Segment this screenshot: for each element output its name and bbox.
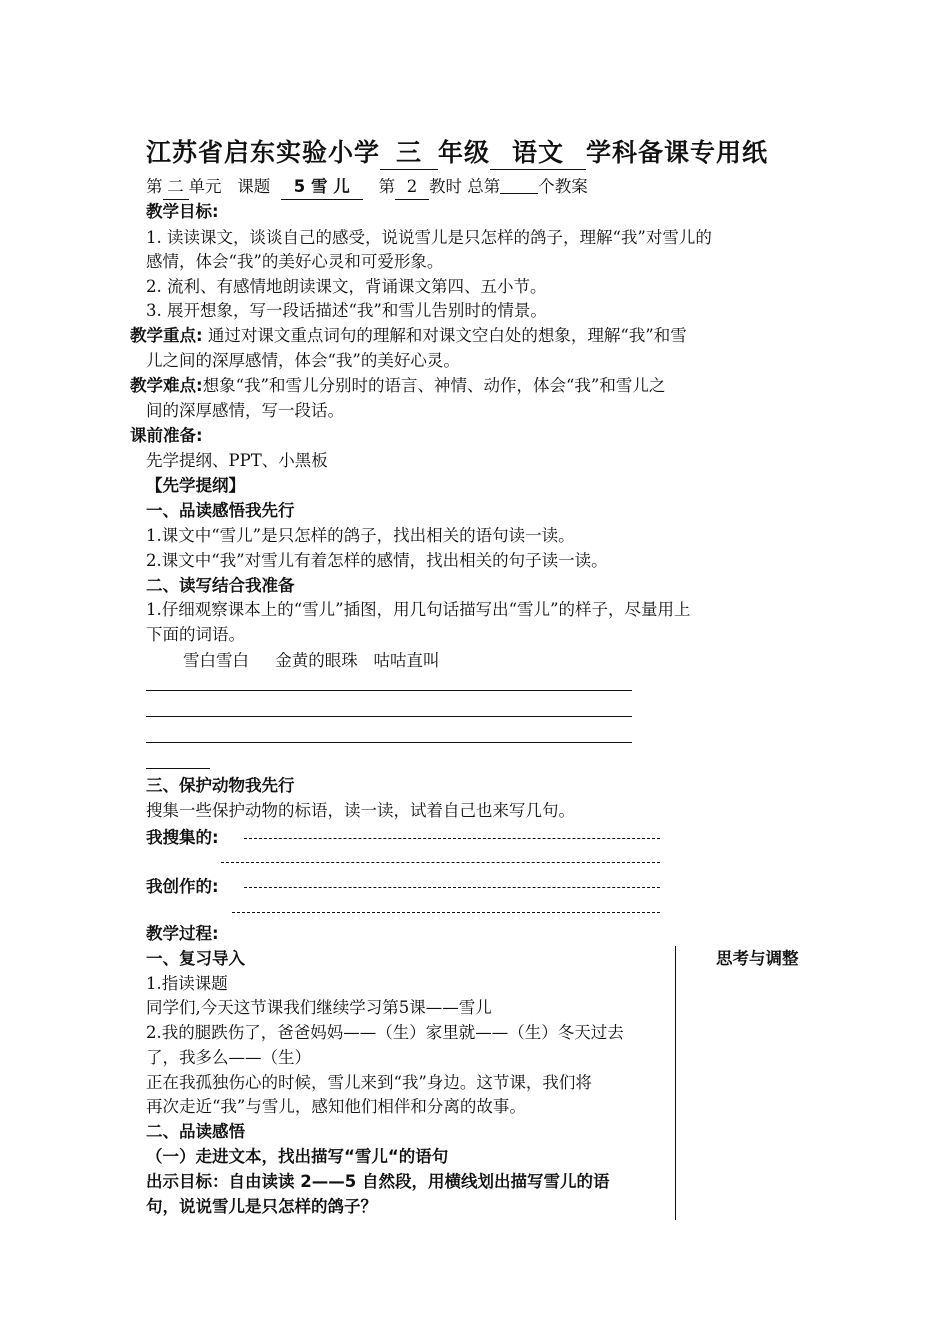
process-part-2-goal-line-2: 句，说说雪儿是只怎样的鸽子？ <box>146 1197 377 1216</box>
process-part-1-line-5: 正在我孤独伤心的时候，雪儿来到“我”身边。这节课，我们将 <box>146 1073 592 1092</box>
school-name: 江苏省启东实验小学 <box>146 138 381 167</box>
writing-line-1 <box>146 690 632 691</box>
preparation-items: 先学提纲、PPT、小黑板 <box>146 451 328 470</box>
outline-section-2-heading: 二、读写结合我准备 <box>146 576 295 595</box>
process-part-2-sub-heading: （一）走进文本，找出描写“雪儿“的语句 <box>146 1147 449 1166</box>
topic-label: 课题 <box>237 177 271 196</box>
process-part-1-heading: 一、复习导入 <box>146 949 245 968</box>
process-part-1-line-2: 同学们,今天这节课我们继续学习第5课——雪儿 <box>146 998 492 1017</box>
created-dashed-line-2 <box>232 912 660 913</box>
process-part-1-item-1: 1.指读课题 <box>146 974 228 993</box>
key-points <box>130 324 687 348</box>
grade-field: 三 <box>380 133 438 170</box>
lesson-number-field: 2 <box>395 175 429 200</box>
subject-suffix: 学科备课专用纸 <box>586 138 769 167</box>
preparation-heading: 课前准备: <box>130 426 203 445</box>
process-part-2-goal-line-1: 出示目标：自由读读 2——5 自然段，用横线划出描写雪儿的语 <box>146 1172 610 1191</box>
outline-section-2-words: 雪白雪白 金黄的眼珠 咕咕直叫 <box>183 651 440 670</box>
outline-section-1-heading: 一、品读感悟我先行 <box>146 501 295 520</box>
outline-heading: 【先学提纲】 <box>146 476 245 495</box>
outline-section-1-item-2: 2.课文中“我”对雪儿有着怎样的感情，找出相关的句子读一读。 <box>146 551 608 570</box>
key-points-line-2: 儿之间的深厚感情，体会“我”的美好心灵。 <box>146 351 460 370</box>
outline-section-2-item-1-line-1: 1.仔细观察课本上的“雪儿”插图，用几句话描写出“雪儿”的样子，尽量用上 <box>146 600 691 619</box>
process-part-1-line-3: 2.我的腿跌伤了，爸爸妈妈——（生）家里就——（生）冬天过去 <box>146 1023 624 1042</box>
process-part-1-line-6: 再次走近“我”与雪儿，感知他们相伴和分离的故事。 <box>146 1097 526 1116</box>
process-part-2-heading: 二、品读感悟 <box>146 1122 245 1141</box>
collected-dashed-line-2 <box>221 862 660 863</box>
objective-item-1-line-1: 1. 读读课文，谈谈自己的感受，说说雪儿是只怎样的鸽子，理解“我”对雪儿的 <box>146 228 712 247</box>
grade-suffix: 年级 <box>438 138 491 167</box>
column-divider <box>675 946 676 1220</box>
document-title <box>146 133 768 170</box>
objective-item-1-line-2: 感情，体会“我”的美好心灵和可爱形象。 <box>146 252 444 271</box>
outline-section-3-heading: 三、保护动物我先行 <box>146 776 295 795</box>
topic-field: 5 雪 儿 <box>281 175 363 200</box>
side-column-heading: 思考与调整 <box>716 949 799 968</box>
outline-section-1-item-1: 1.课文中“雪儿”是只怎样的鸽子，找出相关的语句读一读。 <box>146 526 575 545</box>
difficulties <box>130 374 665 398</box>
created-dashed-line-1 <box>244 887 660 888</box>
process-part-1-line-4: 了，我多么——（生） <box>146 1048 311 1067</box>
difficulties-line-1: 想象“我”和雪儿分别时的语言、神情、动作，体会“我”和雪儿之 <box>202 376 666 395</box>
writing-line-2 <box>146 716 632 717</box>
collected-dashed-line-1 <box>244 838 660 839</box>
lesson-meta-line: 第 二 单元 课题 5 雪 儿 第 2 教时 总第 个教案 <box>146 175 588 200</box>
objective-item-2: 2. 流利、有感情地朗读课文，背诵课文第四、五小节。 <box>146 277 547 296</box>
difficulties-line-2: 间的深厚感情，写一段话。 <box>146 401 344 420</box>
writing-line-3 <box>146 742 632 743</box>
objective-item-3: 3. 展开想象，写一段话描述“我”和雪儿告别时的情景。 <box>146 301 547 320</box>
objectives-heading: 教学目标: <box>146 202 219 221</box>
outline-section-2-item-1-line-2: 下面的词语。 <box>146 625 245 644</box>
process-heading: 教学过程: <box>146 924 219 943</box>
subject-field: 语文 <box>490 133 586 170</box>
outline-section-3-text: 搜集一些保护动物的标语，读一读，试着自己也来写几句。 <box>146 801 575 820</box>
key-points-line-1: 通过对课文重点词句的理解和对课文空白处的想象，理解“我”和雪 <box>207 326 687 345</box>
created-label: 我创作的: <box>146 877 219 896</box>
key-points-heading: 教学重点: <box>130 326 203 345</box>
writing-line-4 <box>146 768 210 769</box>
unit-field: 二 <box>163 175 189 200</box>
collected-label: 我搜集的: <box>146 828 219 847</box>
total-count-field <box>500 175 538 194</box>
difficulties-heading: 教学难点: <box>130 376 203 395</box>
